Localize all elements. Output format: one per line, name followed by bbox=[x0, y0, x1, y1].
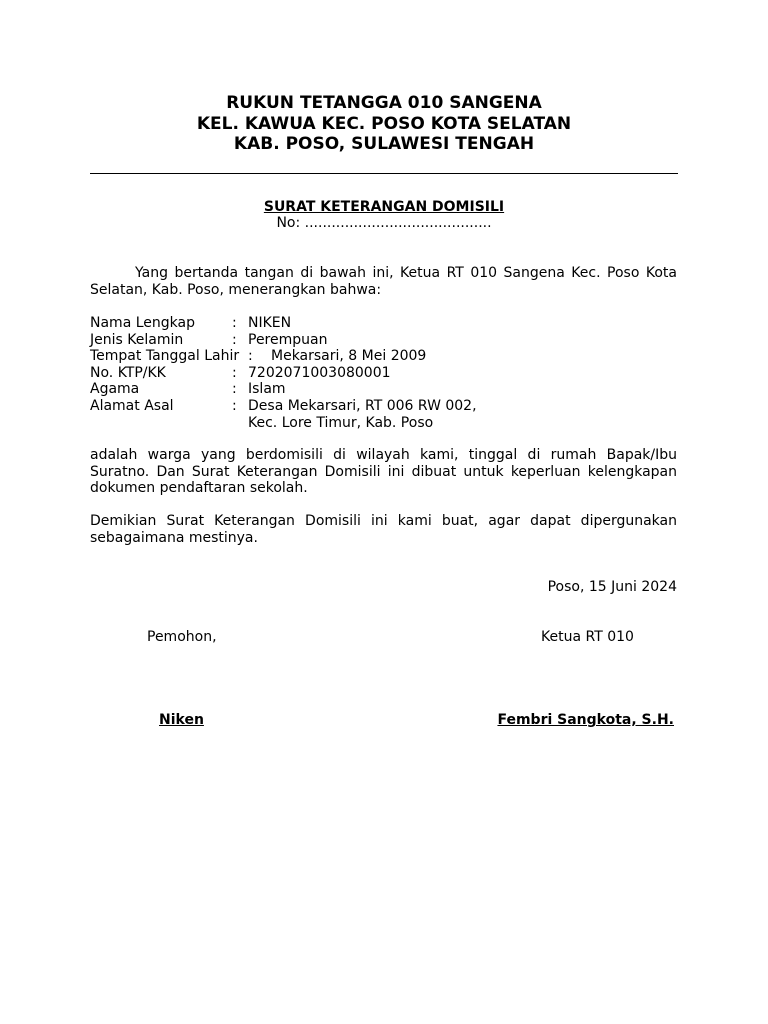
field-row-id-number bbox=[90, 365, 677, 382]
field-label: No. KTP/KK bbox=[90, 364, 166, 381]
letterhead-line-2: KEL. KAWUA KEC. POSO KOTA SELATAN bbox=[196, 113, 572, 134]
field-row-religion bbox=[90, 381, 677, 398]
place-date: Poso, 15 Juni 2024 bbox=[547, 579, 677, 595]
field-row-gender bbox=[90, 332, 677, 349]
body-paragraph: adalah warga yang berdomisili di wilayah kami, tinggal di rumah Bapak/Ibu Suratno. Dan Surat Keterangan Domisili ini dibuat untuk keperluan kelengkapan dokumen pendaftaran sekolah. bbox=[90, 447, 677, 497]
letter-title: SURAT KETERANGAN DOMISILI bbox=[263, 199, 505, 215]
field-row-address-continued bbox=[90, 415, 677, 432]
intro-paragraph: Yang bertanda tangan di bawah ini, Ketua RT 010 Sangena Kec. Poso Kota Selatan, Kab. Poso, menerangkan bahwa: bbox=[90, 265, 677, 298]
letterhead-line-3: KAB. POSO, SULAWESI TENGAH bbox=[233, 134, 535, 154]
rt-head-label: Ketua RT 010 bbox=[541, 629, 634, 645]
field-row-name bbox=[90, 315, 677, 332]
field-colon: : bbox=[232, 381, 237, 398]
field-label: Alamat Asal bbox=[90, 397, 174, 414]
field-label: Jenis Kelamin bbox=[90, 331, 184, 348]
field-value: 7202071003080001 bbox=[248, 364, 391, 381]
applicant-label: Pemohon, bbox=[147, 629, 217, 645]
letterhead-line-1: RUKUN TETANGGA 010 SANGENA bbox=[226, 93, 542, 113]
field-label: Agama bbox=[90, 381, 140, 398]
applicant-name: Niken bbox=[159, 712, 204, 728]
closing-paragraph: Demikian Surat Keterangan Domisili ini kami buat, agar dapat dipergunakan sebagaimana mestinya. bbox=[90, 513, 677, 546]
letterhead-divider bbox=[90, 173, 678, 174]
letterhead bbox=[90, 93, 678, 155]
field-value: Kec. Lore Timur, Kab. Poso bbox=[248, 414, 434, 431]
field-value: Mekarsari, 8 Mei 2009 bbox=[271, 348, 427, 365]
letter-number: No: .......................................... bbox=[276, 215, 492, 231]
identity-fields bbox=[90, 315, 677, 431]
rt-head-name: Fembri Sangkota, S.H. bbox=[497, 712, 674, 728]
field-value: Islam bbox=[248, 381, 286, 398]
field-label: Tempat Tanggal Lahir bbox=[90, 348, 240, 365]
field-colon: : bbox=[232, 397, 237, 414]
field-colon: : bbox=[248, 348, 253, 365]
field-colon: : bbox=[232, 315, 237, 331]
field-value: NIKEN bbox=[248, 315, 292, 331]
field-colon: : bbox=[232, 364, 237, 381]
field-value: Desa Mekarsari, RT 006 RW 002, bbox=[248, 397, 477, 414]
field-value: Perempuan bbox=[248, 331, 328, 348]
field-label: Nama Lengkap bbox=[90, 315, 195, 331]
field-colon: : bbox=[232, 331, 237, 348]
field-row-birth bbox=[90, 348, 677, 365]
field-row-address bbox=[90, 398, 677, 415]
